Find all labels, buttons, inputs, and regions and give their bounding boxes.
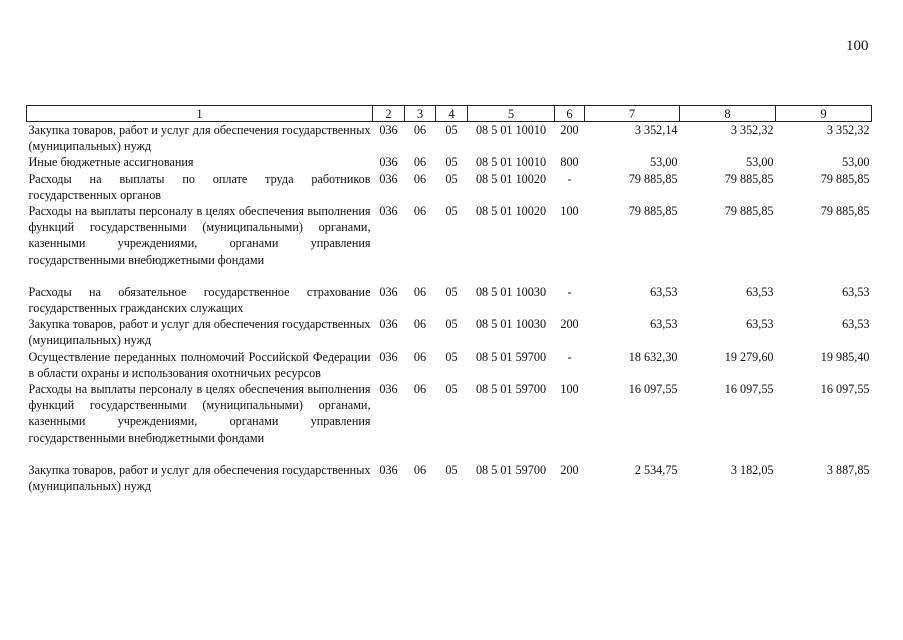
cell-amount-col9: 19 985,40 xyxy=(820,349,870,364)
cell-expense-type: 100 xyxy=(560,204,579,219)
column-header-7: 7 xyxy=(585,106,680,122)
cell-expense-type: 100 xyxy=(560,382,579,397)
cell-subsection: 05 xyxy=(445,284,458,299)
cell-ministry-code: 036 xyxy=(379,171,398,186)
cell-target-article: 08 5 01 10020 xyxy=(475,171,547,186)
cell-section: 06 xyxy=(413,204,427,219)
cell-amount-col8: 19 279,60 xyxy=(724,349,774,364)
cell-amount-col7: 79 885,85 xyxy=(628,204,678,219)
column-header-5: 5 xyxy=(468,106,555,122)
cell-expense-type: 800 xyxy=(560,155,579,170)
cell-section: 06 xyxy=(413,171,427,186)
cell-subsection: 05 xyxy=(445,155,458,170)
cell-amount-col8: 63,53 xyxy=(746,284,774,299)
cell-ministry-code: 036 xyxy=(379,317,398,332)
cell-target-article: 08 5 01 10030 xyxy=(475,284,547,299)
cell-amount-col8: 79 885,85 xyxy=(724,204,774,219)
cell-expense-type: 200 xyxy=(560,123,579,137)
cell-expense-type: - xyxy=(567,284,572,299)
table-row xyxy=(27,381,872,446)
cell-target-article: 08 5 01 10010 xyxy=(475,123,547,137)
cell-amount-col8: 53,00 xyxy=(746,155,774,170)
cell-amount-col7: 2 534,75 xyxy=(634,462,678,477)
table-row xyxy=(27,122,872,155)
row-description: Расходы на выплаты по оплате труда работников государственных органов xyxy=(28,171,371,202)
cell-amount-col8: 79 885,85 xyxy=(724,171,774,186)
table-body xyxy=(27,122,872,495)
column-header-9: 9 xyxy=(776,106,872,122)
cell-subsection: 05 xyxy=(445,462,458,477)
row-description: Закупка товаров, работ и услуг для обеспечения государственных (муниципальных) нужд xyxy=(28,462,371,494)
cell-expense-type: - xyxy=(567,171,572,186)
cell-ministry-code: 036 xyxy=(379,123,398,137)
row-spacer xyxy=(27,446,872,462)
cell-amount-col8: 3 352,32 xyxy=(730,123,774,137)
cell-subsection: 05 xyxy=(445,171,458,186)
table-row xyxy=(27,349,872,381)
cell-ministry-code: 036 xyxy=(379,155,398,170)
cell-amount-col7: 18 632,30 xyxy=(628,349,678,364)
cell-section: 06 xyxy=(413,123,427,137)
row-description: Расходы на обязательное государственное страхование государственных гражданских служащих xyxy=(28,284,371,316)
cell-ministry-code: 036 xyxy=(379,462,398,477)
cell-amount-col7: 16 097,55 xyxy=(628,382,678,397)
cell-subsection: 05 xyxy=(445,382,458,397)
row-description: Иные бюджетные ассигнования xyxy=(28,155,194,170)
spacer-cell xyxy=(27,446,872,462)
cell-ministry-code: 036 xyxy=(379,349,398,364)
cell-amount-col9: 63,53 xyxy=(842,284,870,299)
cell-amount-col9: 63,53 xyxy=(842,317,870,332)
column-header-4: 4 xyxy=(436,106,468,122)
spacer-cell xyxy=(27,268,872,284)
cell-subsection: 05 xyxy=(445,123,458,137)
cell-amount-col9: 79 885,85 xyxy=(820,171,870,186)
cell-amount-col9: 16 097,55 xyxy=(820,382,870,397)
cell-target-article: 08 5 01 59700 xyxy=(475,462,547,477)
row-description: Закупка товаров, работ и услуг для обеспечения государственных (муниципальных) нужд xyxy=(28,123,371,154)
budget-table xyxy=(26,105,872,494)
header-row xyxy=(27,106,872,122)
cell-amount-col9: 3 887,85 xyxy=(826,462,870,477)
table-row xyxy=(27,316,872,348)
cell-subsection: 05 xyxy=(445,317,458,332)
cell-section: 06 xyxy=(413,317,427,332)
cell-target-article: 08 5 01 10030 xyxy=(475,317,547,332)
cell-amount-col8: 3 182,05 xyxy=(730,462,774,477)
cell-ministry-code: 036 xyxy=(379,284,398,299)
table-row xyxy=(27,462,872,494)
cell-ministry-code: 036 xyxy=(379,204,398,219)
table-row xyxy=(27,203,872,268)
cell-ministry-code: 036 xyxy=(379,382,398,397)
cell-amount-col9: 3 352,32 xyxy=(826,123,870,137)
column-header-3: 3 xyxy=(405,106,436,122)
row-description: Расходы на выплаты персоналу в целях обеспечения выполнения функций государственными (муниципальными) органами, казенными учреждениями, органами управления государственными внебюджетными фондами xyxy=(28,204,371,267)
cell-amount-col8: 63,53 xyxy=(746,317,774,332)
page-number: 100 xyxy=(846,38,869,54)
cell-section: 06 xyxy=(413,284,427,299)
table-header xyxy=(27,106,872,122)
cell-expense-type: 200 xyxy=(560,462,579,477)
cell-amount-col9: 79 885,85 xyxy=(820,204,870,219)
column-header-8: 8 xyxy=(680,106,776,122)
cell-subsection: 05 xyxy=(445,204,458,219)
cell-target-article: 08 5 01 10010 xyxy=(475,155,547,170)
cell-section: 06 xyxy=(413,349,427,364)
row-spacer xyxy=(27,268,872,284)
cell-amount-col8: 16 097,55 xyxy=(724,382,774,397)
row-description: Расходы на выплаты персоналу в целях обеспечения выполнения функций государственными (муниципальными) органами, казенными учреждениями, органами управления государственными внебюджетными фондами xyxy=(28,382,371,445)
column-header-6: 6 xyxy=(555,106,585,122)
table-row xyxy=(27,154,872,170)
row-description: Закупка товаров, работ и услуг для обеспечения государственных (муниципальных) нужд xyxy=(28,317,371,348)
cell-expense-type: 200 xyxy=(560,317,579,332)
table-row xyxy=(27,171,872,203)
table-row xyxy=(27,284,872,316)
column-header-2: 2 xyxy=(373,106,405,122)
cell-section: 06 xyxy=(413,382,427,397)
cell-target-article: 08 5 01 59700 xyxy=(475,382,547,397)
cell-amount-col7: 63,53 xyxy=(650,317,678,332)
cell-expense-type: - xyxy=(567,349,572,364)
cell-section: 06 xyxy=(413,155,427,170)
cell-amount-col9: 53,00 xyxy=(842,155,870,170)
cell-target-article: 08 5 01 10020 xyxy=(475,204,547,219)
row-description: Осуществление переданных полномочий Российской Федерации в области охраны и использования охотничьих ресурсов xyxy=(28,349,371,380)
cell-amount-col7: 53,00 xyxy=(650,155,678,170)
cell-section: 06 xyxy=(413,462,427,477)
cell-subsection: 05 xyxy=(445,349,458,364)
cell-amount-col7: 79 885,85 xyxy=(628,171,678,186)
cell-amount-col7: 63,53 xyxy=(650,284,678,299)
cell-amount-col7: 3 352,14 xyxy=(634,123,678,137)
column-header-1: 1 xyxy=(27,106,373,122)
cell-target-article: 08 5 01 59700 xyxy=(475,349,547,364)
